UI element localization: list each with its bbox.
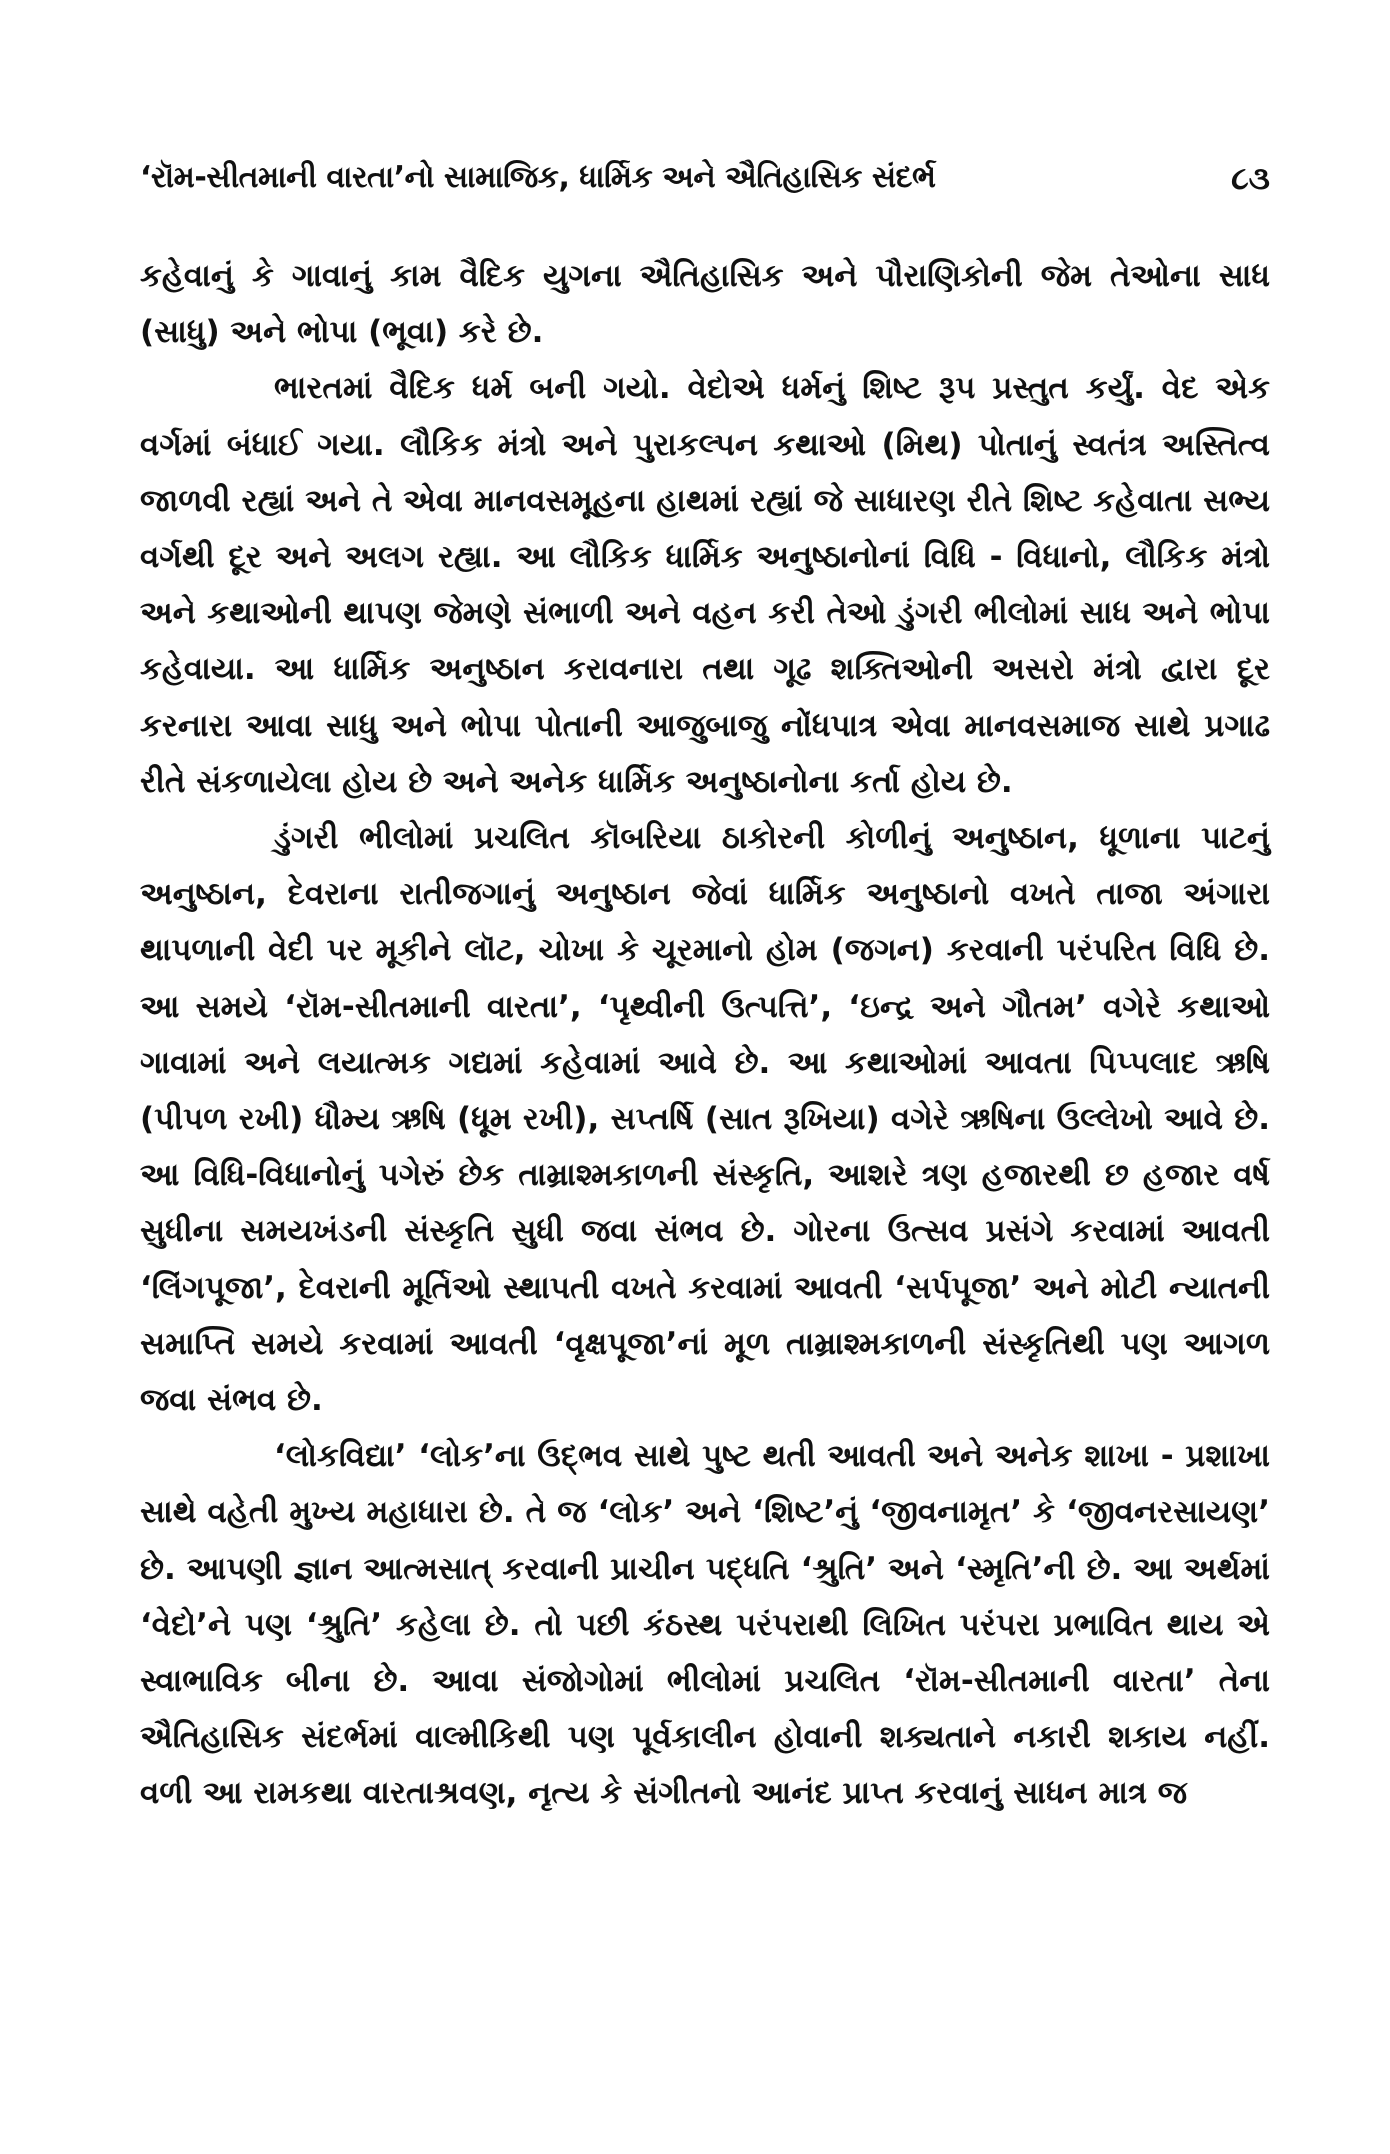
running-title: ‘રૉમ-સીતમાની વારતા’નો સામાજિક, ધાર્મિક અને ઐતિહાસિક સંદર્ભ — [140, 160, 936, 195]
paragraph: ‘લોકવિદ્યા’ ‘લોક’ના ઉદ્ભવ સાથે પુષ્ટ થતી આવતી અને અનેક શાખા - પ્રશાખા સાથે વહેતી મુખ્ય મહાધારા છે. તે જ ‘લોક’ અને ‘શિષ્ટ’નું ‘જીવનામૃત’ કે ‘જીવનરસાયણ’ છે. આપણી જ્ઞાન આત્મસાત્ કરવાની પ્રાચીન પદ્ધતિ ‘શ્રુતિ’ અને ‘સ્મૃતિ’ની છે. આ અર્થમાં ‘વેદો’ને પણ ‘શ્રુતિ’ કહેલા છે. તો પછી કંઠસ્થ પરંપરાથી લિખિત પરંપરા પ્રભાવિત થાય એ સ્વાભાવિક બીના છે. આવા સંજોગોમાં ભીલોમાં પ્રચલિત ‘રૉમ-સીતમાની વારતા’ તેના ઐતિહાસિક સંદર્ભમાં વાલ્મીકિથી પણ પૂર્વકાલીન હોવાની શક્યતાને નકારી શકાય નહીં. વળી આ રામકથા વારતાશ્રવણ, નૃત્ય કે સંગીતનો આનંદ પ્રાપ્ત કરવાનું સાધન માત્ર જ — [140, 1438, 1270, 1812]
paragraph: ડુંગરી ભીલોમાં પ્રચલિત કૉબરિયા ઠાકોરની કોળીનું અનુષ્ઠાન, ધૂળાના પાટનું અનુષ્ઠાન, દેવરાના રાતીજગાનું અનુષ્ઠાન જેવાં ધાર્મિક અનુષ્ઠાનો વખતે તાજા અંગારા થાપળાની વેદી પર મૂકીને લૉટ, ચોખા કે ચૂરમાનો હોમ (જગન) કરવાની પરંપરિત વિધિ છે. આ સમયે ‘રૉમ-સીતમાની વારતા’, ‘પૃથ્વીની ઉત્પત્તિ’, ‘ઇન્દ્ર અને ગૌતમ’ વગેરે કથાઓ ગાવામાં અને લયાત્મક ગદ્યમાં કહેવામાં આવે છે. આ કથાઓમાં આવતા પિપ્પલાદ ઋષિ (પીપળ રખી) ધૌમ્ય ઋષિ (ધૂમ રખી), સપ્તર્ષિ (સાત રૂખિયા) વગેરે ઋષિના ઉલ્લેખો આવે છે. આ વિધિ-વિધાનોનું પગેરું છેક તામ્રાશ્મકાળની સંસ્કૃતિ, આશરે ત્રણ હજારથી છ હજાર વર્ષ સુધીના સમયખંડની સંસ્કૃતિ સુધી જવા સંભવ છે. ગોરના ઉત્સવ પ્રસંગે કરવામાં આવતી ‘લિંગપૂજા’, દેવરાની મૂર્તિઓ સ્થાપતી વખતે કરવામાં આવતી ‘સર્પપૂજા’ અને મોટી ન્યાતની સમાપ્તિ સમયે કરવામાં આવતી ‘વૃક્ષપૂજા’નાં મૂળ તામ્રાશ્મકાળની સંસ્કૃતિથી પણ આગળ જવા સંભવ છે. — [140, 820, 1270, 1419]
page-number: ૮૩ — [1231, 159, 1270, 197]
paragraph-continued: કહેવાનું કે ગાવાનું કામ વૈદિક યુગના ઐતિહાસિક અને પૌરાણિકોની જેમ તેઓના સાધ (સાધુ) અને ભોપા (ભૂવા) કરે છે. — [140, 258, 1270, 351]
paragraph: ભારતમાં વૈદિક ધર્મ બની ગયો. વેદોએ ધર્મનું શિષ્ટ રૂપ પ્રસ્તુત કર્યું. વેદ એક વર્ગમાં બંધાઈ ગયા. લૌકિક મંત્રો અને પુરાકલ્પન કથાઓ (મિથ) પોતાનું સ્વતંત્ર અસ્તિત્વ જાળવી રહ્યાં અને તે એવા માનવસમૂહના હાથમાં રહ્યાં જે સાધારણ રીતે શિષ્ટ કહેવાતા સભ્ય વર્ગથી દૂર અને અલગ રહ્યા. આ લૌકિક ધાર્મિક અનુષ્ઠાનોનાં વિધિ - વિધાનો, લૌકિક મંત્રો અને કથાઓની થાપણ જેમણે સંભાળી અને વહન કરી તેઓ ડુંગરી ભીલોમાં સાધ અને ભોપા કહેવાયા. આ ધાર્મિક અનુષ્ઠાન કરાવનારા તથા ગૂઢ શક્તિઓની અસરો મંત્રો દ્વારા દૂર કરનારા આવા સાધુ અને ભોપા પોતાની આજુબાજુ નોંધપાત્ર એવા માનવસમાજ સાથે પ્રગાઢ રીતે સંકળાયેલા હોય છે અને અનેક ધાર્મિક અનુષ્ઠાનોના કર્તા હોય છે. — [140, 370, 1270, 800]
running-header — [140, 150, 1270, 206]
body-text — [140, 248, 1270, 1822]
